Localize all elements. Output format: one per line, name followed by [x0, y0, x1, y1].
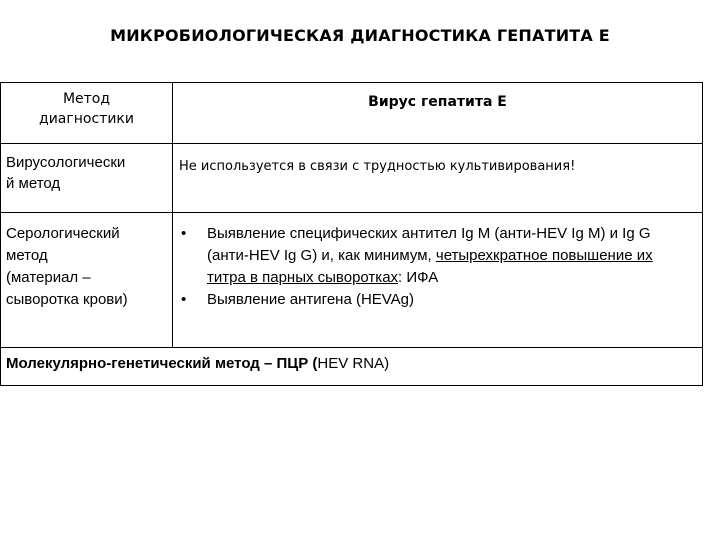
serological-description-cell	[173, 213, 703, 348]
header-method-line1: Метод	[62, 91, 111, 107]
serological-method-line3: (материал –	[6, 269, 91, 286]
page-title: МИКРОБИОЛОГИЧЕСКАЯ ДИАГНОСТИКА ГЕПАТИТА Е	[110, 26, 610, 45]
virological-method-line2: й метод	[6, 175, 61, 192]
serological-method-line2: метод	[6, 247, 48, 264]
molecular-method-rest: HEV RNA)	[317, 355, 390, 372]
header-method-cell	[1, 83, 173, 144]
virological-method-cell	[1, 144, 173, 213]
bullet-dot: •	[181, 291, 187, 308]
serological-method-line4: сыворотка крови)	[6, 291, 128, 308]
table-row-serological	[1, 213, 703, 348]
bullet-antibodies-text	[207, 223, 702, 289]
header-method-line2: диагностики	[39, 111, 134, 127]
bullet-antibodies	[181, 223, 702, 289]
antibodies-text-underlined: четырехкратное повышение их титра в парных сыворотках	[207, 247, 653, 286]
header-virus-cell: Вирус гепатита Е	[173, 83, 703, 144]
molecular-method-cell	[1, 348, 703, 386]
antibodies-text-part2: : ИФА	[398, 269, 439, 286]
virological-method-line1: Вирусологически	[6, 154, 126, 171]
bullet-antigen	[181, 289, 702, 311]
serological-method-cell	[1, 213, 173, 348]
bullet-dot: •	[181, 225, 187, 242]
molecular-method-bold: Молекулярно-генетический метод – ПЦР (	[6, 355, 318, 372]
antibodies-text-part1: Выявление специфических антител Ig M (анти-HEV Ig M) и Ig G (анти-HEV Ig G) и, как минимум,	[207, 225, 651, 264]
table-header-row	[1, 83, 703, 144]
bullet-antigen-text: Выявление антигена (HEVAg)	[207, 291, 415, 308]
table-row-virological	[1, 144, 703, 213]
virological-description: Не используется в связи с трудностью культивирования!	[173, 144, 703, 213]
table-row-molecular	[1, 348, 703, 386]
diagnostics-table	[0, 82, 703, 386]
serological-method-line1: Серологический	[6, 225, 120, 242]
